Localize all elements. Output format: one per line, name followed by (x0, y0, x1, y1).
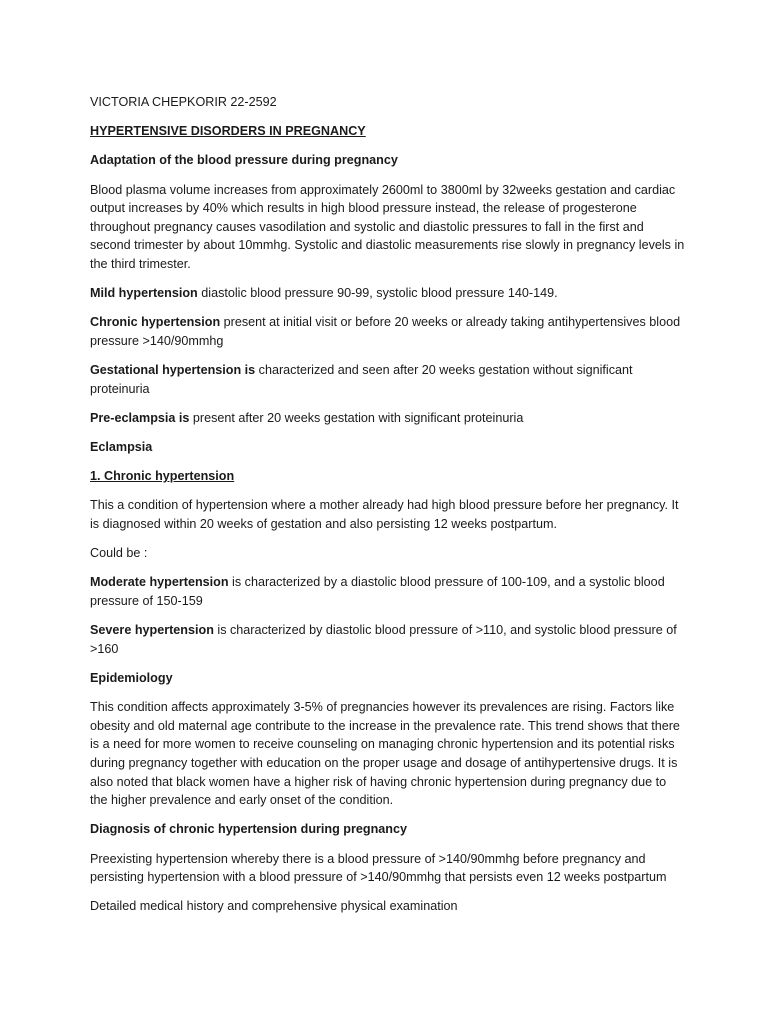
diagnosis-heading: Diagnosis of chronic hypertension during pregnancy (90, 822, 407, 837)
chronic-hypertension-definition (90, 313, 686, 350)
moderate-hypertension-definition (90, 573, 686, 610)
could-be-label: Could be : (90, 546, 148, 561)
definition-term: Gestational hypertension is (90, 363, 256, 378)
definition-text: present at initial visit or before 20 weeks or already taking antihypertensives blood pressure >140/90mmhg (90, 315, 681, 348)
definition-term: Mild hypertension (90, 286, 198, 301)
diagnosis-paragraph: Preexisting hypertension whereby there is a blood pressure of >140/90mmhg before pregnancy and persisting hypertension with a blood pressure of >140/90mmhg that persists even 12 weeks postpartum (90, 851, 667, 885)
definition-text: present after 20 weeks gestation with significant proteinuria (189, 410, 524, 425)
eclampsia-heading: Eclampsia (90, 440, 153, 455)
adaptation-paragraph: Blood plasma volume increases from approximately 2600ml to 3800ml by 32weeks gestation and cardiac output increases by 40% which results in high blood pressure instead, the release of progesterone throughout pregnancy causes vasodilation and systolic and diastolic pressures to fall in the first and second trimester by about 10mmhg. Systolic and diastolic measurements rise slowly in pregnancy levels in the third trimester. (90, 182, 685, 271)
diagnosis-paragraph-2: Detailed medical history and comprehensive physical examination (90, 899, 458, 914)
definition-term: Pre-eclampsia is (90, 410, 190, 425)
severe-hypertension-definition (90, 621, 686, 658)
definition-text: diastolic blood pressure 90-99, systolic blood pressure 140-149. (197, 286, 558, 301)
chronic-section-heading: 1. Chronic hypertension (90, 469, 235, 484)
definition-text: characterized and seen after 20 weeks gestation without significant proteinuria (90, 363, 633, 396)
preeclampsia-definition (90, 409, 686, 428)
adaptation-heading: Adaptation of the blood pressure during pregnancy (90, 153, 398, 168)
chronic-section-paragraph: This a condition of hypertension where a mother already had high blood pressure before her pregnancy. It is diagnosed within 20 weeks of gestation and also persisting 12 weeks postpartum. (90, 498, 679, 532)
definition-text: is characterized by diastolic blood pressure of >110, and systolic blood pressure of >160 (90, 623, 677, 656)
definition-text: is characterized by a diastolic blood pressure of 100-109, and a systolic blood pressure of 150-159 (90, 575, 665, 608)
document-title: HYPERTENSIVE DISORDERS IN PREGNANCY (90, 124, 366, 139)
mild-hypertension-definition (90, 284, 686, 303)
definition-term: Moderate hypertension (90, 575, 229, 590)
definition-term: Severe hypertension (90, 623, 214, 638)
gestational-hypertension-definition (90, 361, 686, 398)
epidemiology-heading: Epidemiology (90, 670, 173, 685)
author-line: VICTORIA CHEPKORIR 22-2592 (90, 95, 277, 109)
definition-term: Chronic hypertension (90, 315, 221, 330)
epidemiology-paragraph: This condition affects approximately 3-5% of pregnancies however its prevalences are rising. Factors like obesity and old maternal age contribute to the increase in the prevalence rate. This trend shows that there is a need for more women to receive counseling on managing chronic hypertension and its potential risks during pregnancy together with education on the proper usage and dosage of antihypertensive drugs. It is also noted that black women have a higher risk of having chronic hypertension during pregnancy due to the higher prevalence and early onset of the condition. (90, 700, 680, 808)
document-page (90, 93, 686, 926)
